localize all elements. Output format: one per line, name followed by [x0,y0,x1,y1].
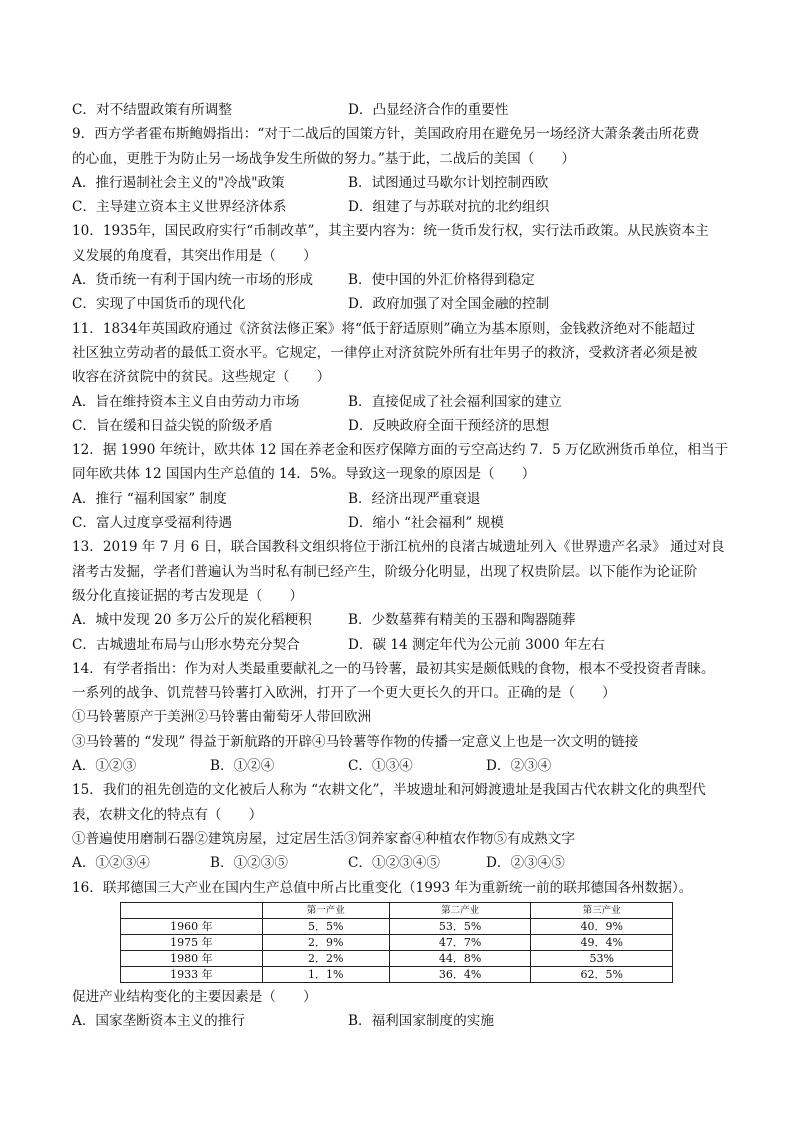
q12-stem-line-1: 12．据 1990 年统计，欧共体 12 国在养老金和医疗保障方面的亏空高达约 7．5 万亿欧洲货币单位，相当于 [72,442,729,459]
q10-option-a[interactable]: A．货币统一有利于国内统一市场的形成 [72,272,313,289]
q11-option-a[interactable]: A．旨在维持资本主义自由劳动力市场 [72,393,300,410]
table-cell: 2．9% [262,934,389,950]
table-row [121,966,673,982]
q10-options-cd [72,292,722,316]
table-cell: 5．5% [262,918,389,934]
q9-option-b[interactable]: B．试图通过马歇尔计划控制西欧 [348,174,549,191]
q14-option-a[interactable]: A．①②③ [72,758,137,775]
q14-statement-line-2: ③马铃薯的 “发现” 得益于新航路的开辟④马铃薯等作物的传播一定意义上也是一次文明的链接 [72,733,639,750]
question-9 [72,122,722,219]
q14-statement-line-1: ①马铃薯原产于美洲②马铃薯由葡萄牙人带回欧洲 [72,709,372,726]
q16-stem: 促进产业结构变化的主要因素是（ ） [72,988,317,1005]
q12-options-cd [72,511,722,535]
q15-option-c[interactable]: C．①②③④⑤ [348,855,440,872]
q11-stem-line-3: 收容在济贫院中的贫民。这些规定（ ） [72,369,331,386]
q16-option-b[interactable]: B．福利国家制度的实施 [348,1013,494,1030]
q15-statement-line: ①普遍使用磨制石器②建筑房屋，过定居生活③饲养家畜④种植农作物⑤有成熟文字 [72,830,575,847]
question-11 [72,317,722,438]
q15-option-b[interactable]: B．①②③⑤ [210,855,288,872]
q12-option-d[interactable]: D．缩小 “社会福利” 规模 [348,515,504,532]
table-header-cell: 第三产业 [531,902,673,918]
q13-stem-line-3: 级分化直接证据的考古发现是（ ） [72,587,304,604]
industry-share-table [120,902,673,983]
q14-stem-line-2: 一系列的战争、饥荒替马铃薯打入欧洲，打开了一个更大更长久的开口。正确的是（ ） [72,685,616,702]
table-cell: 47．7% [389,934,531,950]
q14-option-c[interactable]: C．①③④ [348,758,413,775]
q11-stem-line-1: 11．1834年英国政府通过《济贫法修正案》将“低于舒适原则”确立为基本原则，金钱救济绝对不能超过 [72,320,696,337]
table-cell: 1980 年 [121,950,263,966]
table-cell: 44．8% [389,950,531,966]
table-cell: 1．1% [262,966,389,982]
q9-option-a[interactable]: A．推行遏制社会主义的"冷战"政策 [72,174,285,191]
table-header-row [121,902,673,918]
q9-stem-line-2: 的心血，更胜于为防止另一场战争发生所做的努力。”基于此，二战后的美国（ ） [72,150,576,167]
table-cell: 2．2% [262,950,389,966]
table-cell: 1933 年 [121,966,263,982]
q11-stem-line-2: 社区独立劳动者的最低工资水平。它规定，一律停止对济贫院外所有壮年男子的救济，受救济者必须是被 [72,344,698,361]
q11-options-ab [72,390,722,414]
q12-stem-line-2: 同年欧共体 12 国国内生产总值的 14．5%。导致这一现象的原因是（ ） [72,466,536,483]
q11-option-d[interactable]: D．反映政府全面干预经济的思想 [348,417,550,434]
table-row [121,934,673,950]
question-14 [72,657,722,778]
table-cell: 49．4% [531,934,673,950]
q14-options [72,754,722,778]
q13-options-ab [72,608,722,632]
q15-stem-line-1: 15．我们的祖先创造的文化被后人称为 “农耕文化”，半坡遗址和河姆渡遗址是我国古代农耕文化的典型代 [72,782,706,799]
q13-stem-line-1: 13．2019 年 7 月 6 日，联合国教科文组织将位于浙江杭州的良渚古城遗址列入《世界遗产名录》 通过对良 [72,539,725,556]
q15-option-d[interactable]: D．②③④⑤ [486,855,565,872]
table-cell: 1975 年 [121,934,263,950]
q10-stem-line-1: 10．1935年，国民政府实行“币制改革”，其主要内容为：统一货币发行权，实行法币政策。从民族资本主 [72,223,709,240]
q12-option-a[interactable]: A．推行 “福利国家” 制度 [72,490,227,507]
q16-options-ab [72,1009,722,1033]
q8-option-d[interactable]: D．凸显经济合作的重要性 [348,102,509,118]
q10-stem-line-2: 义发展的角度看，其突出作用是（ ） [72,247,317,264]
q14-option-b[interactable]: B．①②④ [210,758,275,775]
q9-option-d[interactable]: D．组建了与苏联对抗的北约组织 [348,199,550,216]
question-10 [72,219,722,316]
q13-options-cd [72,633,722,657]
q13-option-a[interactable]: A．城中发现 20 多万公斤的炭化稻粳积 [72,612,312,629]
table-header-cell: 第一产业 [262,902,389,918]
q10-option-c[interactable]: C．实现了中国货币的现代化 [72,296,246,313]
q13-option-c[interactable]: C．古城遗址布局与山形水势充分契合 [72,636,300,653]
exam-page [72,98,729,1033]
q14-option-d[interactable]: D．②③④ [486,758,552,775]
question-16 [72,876,722,1034]
q14-stem-line-1: 14．有学者指出：作为对人类最重要献礼之一的马铃薯，最初其实是颇低贱的食物，根本不受投资者青睐。 [72,660,715,677]
q9-option-c[interactable]: C．主导建立资本主义世界经济体系 [72,199,287,216]
q8-option-c[interactable]: C．对不结盟政策有所调整 [72,102,232,118]
table-cell: 1960 年 [121,918,263,934]
q9-options-ab [72,171,722,195]
q15-option-a[interactable]: A．①②③④ [72,855,150,872]
question-13 [72,535,725,656]
q13-stem-line-2: 渚考古发掘，学者们普遍认为当时私有制已经产生，阶级分化明显，出现了权贵阶层。以下能作为论证阶 [72,563,698,580]
table-cell: 40．9% [531,918,673,934]
q10-option-d[interactable]: D．政府加强了对全国金融的控制 [348,296,550,313]
q12-options-ab [72,487,722,511]
question-12 [72,438,729,535]
q13-option-d[interactable]: D．碳 14 测定年代为公元前 3000 年左右 [348,636,605,653]
q11-option-c[interactable]: C．旨在缓和日益尖锐的阶级矛盾 [72,417,273,434]
table-cell: 36．4% [389,966,531,982]
q10-options-ab [72,268,722,292]
q13-option-b[interactable]: B．少数墓葬有精美的玉器和陶器随葬 [348,612,576,629]
question-15 [72,778,722,875]
table-cell: 53% [531,950,673,966]
q15-stem-line-2: 表，农耕文化的特点有（ ） [72,806,263,823]
q12-option-b[interactable]: B．经济出现严重衰退 [348,490,481,507]
q16-option-a[interactable]: A．国家垄断资本主义的推行 [72,1013,245,1030]
q11-option-b[interactable]: B．直接促成了社会福利国家的建立 [348,393,562,410]
table-row [121,918,673,934]
q15-options [72,851,722,875]
q12-option-c[interactable]: C．富人过度享受福利待遇 [72,515,232,532]
table-header-cell: 第二产业 [389,902,531,918]
table-header-cell [121,902,263,918]
table-row [121,950,673,966]
table-cell: 53．5% [389,918,531,934]
q11-options-cd [72,414,722,438]
q9-options-cd [72,195,722,219]
q9-stem-line-1: 9．西方学者霍布斯鲍姆指出：“对于二战后的国策方针，美国政府用在避免另一场经济大萧条袭击所花费 [72,126,700,143]
q16-intro: 16．联邦德国三大产业在国内生产总值中所占比重变化（1993 年为重新统一前的联邦德国各州数据）。 [72,879,693,896]
table-cell: 62．5% [531,966,673,982]
q8-options-cd [72,98,722,122]
q10-option-b[interactable]: B．使中国的外汇价格得到稳定 [348,272,535,289]
